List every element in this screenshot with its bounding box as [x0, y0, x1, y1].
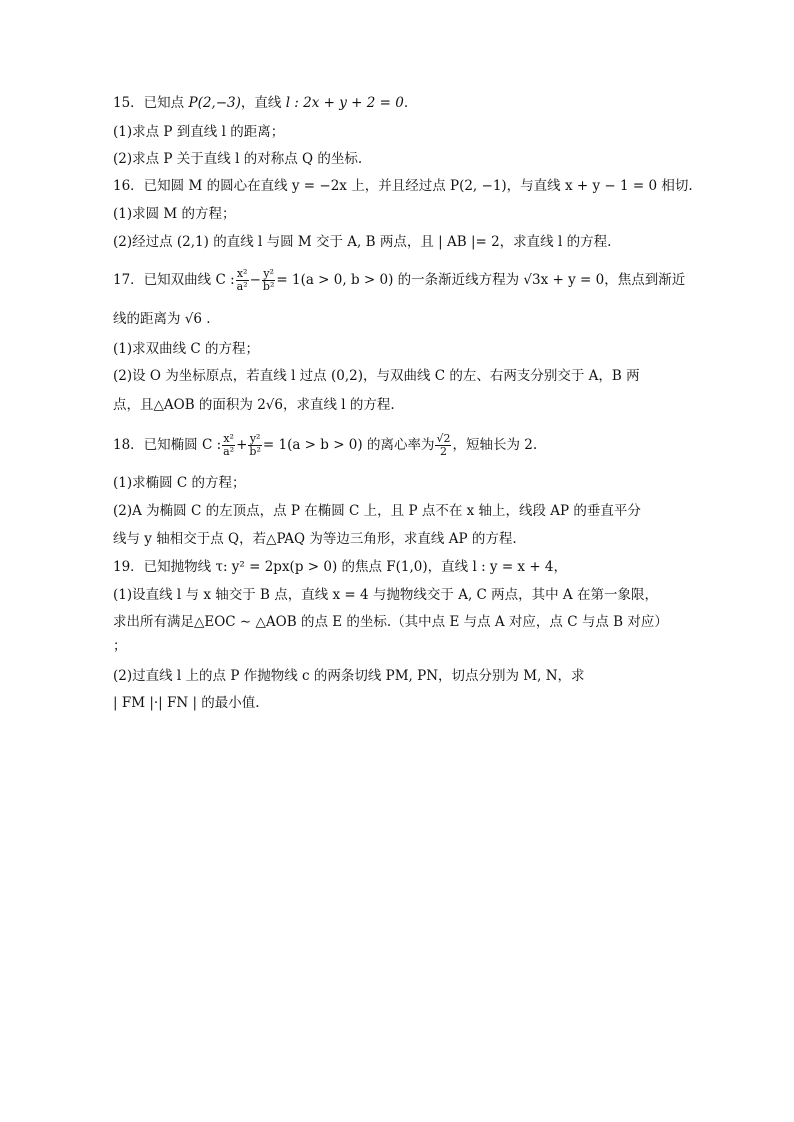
problem-17-stem-cont: 线的距离为 √6 . — [113, 311, 211, 327]
problem-15-point: P(2,−3) — [188, 95, 241, 111]
problem-17-q1: (1)求双曲线 C 的方程； — [113, 341, 260, 357]
problem-15-q2: (2)求点 P 关于直线 l 的对称点 Q 的坐标. — [113, 151, 363, 167]
problem-17-fraction-y: $\frac{\text{y²}}{\text{b²}}$ — [262, 267, 275, 293]
problem-17-fraction-x: $\frac{\text{x²}}{\text{a²}}$ — [236, 267, 248, 293]
problem-18-fraction-e: $\frac{√2}{2}$ — [436, 432, 451, 458]
problem-19-q2-line2: | FM |·| FN | 的最小值. — [113, 695, 260, 711]
problem-17-stem — [113, 268, 685, 293]
problem-15-text-a: 15．已知点 — [113, 95, 189, 111]
problem-18-text-a: 18．已知椭圆 C : — [113, 437, 222, 453]
problem-17-text-a: 17．已知双曲线 C : — [113, 272, 235, 288]
problem-15-q1: (1)求点 P 到直线 l 的距离； — [113, 124, 285, 140]
problem-17-q2-line1: (2)设 O 为坐标原点，若直线 l 过点 (0,2)，与双曲线 C 的左、右两支分别交于 A，B 两 — [113, 368, 640, 384]
problem-19-stem: 19．已知抛物线 τ: y² = 2px(p > 0) 的焦点 F(1,0)，直线 l : y = x + 4， — [113, 559, 568, 575]
problem-18-q2-line2: 线与 y 轴相交于点 Q，若△PAQ 为等边三角形，求直线 AP 的方程. — [113, 531, 517, 547]
problem-16-q1: (1)求圆 M 的方程； — [113, 206, 236, 222]
problem-15-line-eq: l : 2x + y + 2 = 0 — [285, 95, 404, 111]
problem-18-text-c: ，短轴长为 2. — [452, 437, 538, 453]
problem-19-q1-line3: ； — [113, 638, 127, 654]
problem-15-text-e: . — [403, 95, 409, 111]
problem-18-plus: + — [236, 437, 248, 453]
problem-19-q1-line2: 求出所有满足△EOC ∼ △AOB 的点 E 的坐标.（其中点 E 与点 A 对应，点 C 与点 B 对应） — [113, 614, 668, 630]
problem-18-stem — [113, 433, 537, 458]
problem-18-fraction-y: $\frac{\text{y²}}{\text{b²}}$ — [249, 432, 261, 458]
problem-16-q2: (2)经过点 (2,1) 的直线 l 与圆 M 交于 A, B 两点，且 | AB |= 2，求直线 l 的方程. — [113, 234, 612, 250]
problem-15-text-c: ，直线 — [240, 95, 286, 111]
problem-19-q2-line1: (2)过直线 l 上的点 P 作抛物线 c 的两条切线 PM, PN，切点分别为 M, N，求 — [113, 668, 585, 684]
problem-18-q2-line1: (2)A 为椭圆 C 的左顶点，点 P 在椭圆 C 上，且 P 点不在 x 轴上，线段 AP 的垂直平分 — [113, 503, 641, 519]
problem-19-q1-line1: (1)设直线 l 与 x 轴交于 B 点，直线 x = 4 与抛物线交于 A, C 两点，其中 A 在第一象限， — [113, 587, 658, 603]
problem-18-text-b: = 1(a > b > 0) 的离心率为 — [262, 437, 435, 453]
problem-18-q1: (1)求椭圆 C 的方程； — [113, 475, 246, 491]
problem-18-fraction-x: $\frac{\text{x²}}{\text{a²}}$ — [223, 432, 235, 458]
problem-15-stem — [113, 94, 408, 112]
problem-16-stem: 16．已知圆 M 的圆心在直线 y = −2x 上，并且经过点 P(2, −1)，与直线 x + y − 1 = 0 相切. — [113, 178, 693, 194]
problem-17-minus: − — [249, 272, 261, 288]
problem-17-q2-line2: 点，且△AOB 的面积为 2√6，求直线 l 的方程. — [113, 397, 395, 413]
problem-17-text-b: = 1(a > 0, b > 0) 的一条渐近线方程为 √3x + y = 0，焦点到渐近 — [276, 272, 686, 288]
